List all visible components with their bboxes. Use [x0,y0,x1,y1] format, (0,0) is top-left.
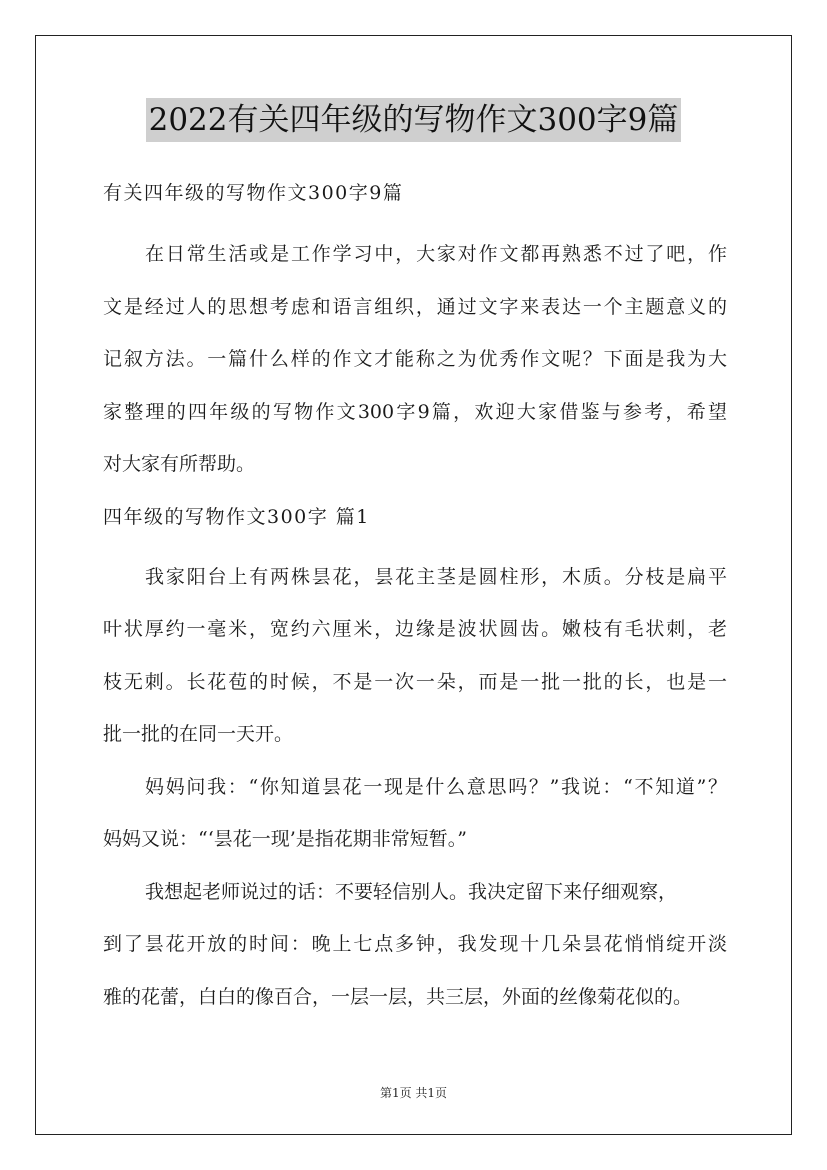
intro-paragraph [103,228,727,491]
document-subtitle: 有关四年级的写物作文300字9篇 [103,182,404,204]
intro-line: 记叙方法。一篇什么样的作文才能称之为优秀作文呢？下面是我为大 [103,348,727,370]
paragraph-line: 妈妈问我：“你知道昙花一现是什么意思吗？”我说：“不知道”？ [145,775,727,798]
paragraph-line: 到了昙花开放的时间：晚上七点多钟，我发现十几朵昙花悄悄绽开淡 [103,933,727,955]
paragraph-line: 雅的花蕾，白白的像百合，一层一层，共三层，外面的丝像菊花似的。 [103,985,693,1008]
page-footer: 第1页 共1页 [379,1086,448,1100]
section-heading: 四年级的写物作文300字 篇1 [103,505,370,528]
paragraph-line: 枝无刺。长花苞的时候，不是一次一朵，而是一批一批的长，也是一 [103,670,727,693]
paragraph-1 [103,551,727,761]
paragraph-line: 妈妈又说：“‘昙花一现’是指花期非常短暂。” [103,828,468,850]
paragraph-line: 批一批的在同一天开。 [103,723,294,745]
paragraph-line: 叶状厚约一毫米，宽约六厘米，边缘是波状圆齿。嫩枝有毛状刺，老 [103,618,727,640]
paragraph-line: 我想起老师说过的话：不要轻信别人。我决定留下来仔细观察， [145,880,678,903]
intro-line: 文是经过人的思想考虑和语言组织，通过文字来表达一个主题意义的 [103,295,727,318]
intro-line: 在日常生活或是工作学习中，大家对作文都再熟悉不过了吧，作 [145,243,727,265]
paragraph-line: 我家阳台上有两株昙花，昙花主茎是圆柱形，木质。分枝是扁平 [145,565,727,588]
title-container [0,98,827,142]
paragraph-2 [103,761,727,866]
document-title: 2022有关四年级的写物作文300字9篇 [146,98,682,142]
intro-line: 对大家有所帮助。 [103,453,256,475]
paragraph-3 [103,866,727,1024]
intro-line: 家整理的四年级的写物作文300字9篇，欢迎大家借鉴与参考，希望 [103,400,727,423]
document-body [103,176,727,1023]
